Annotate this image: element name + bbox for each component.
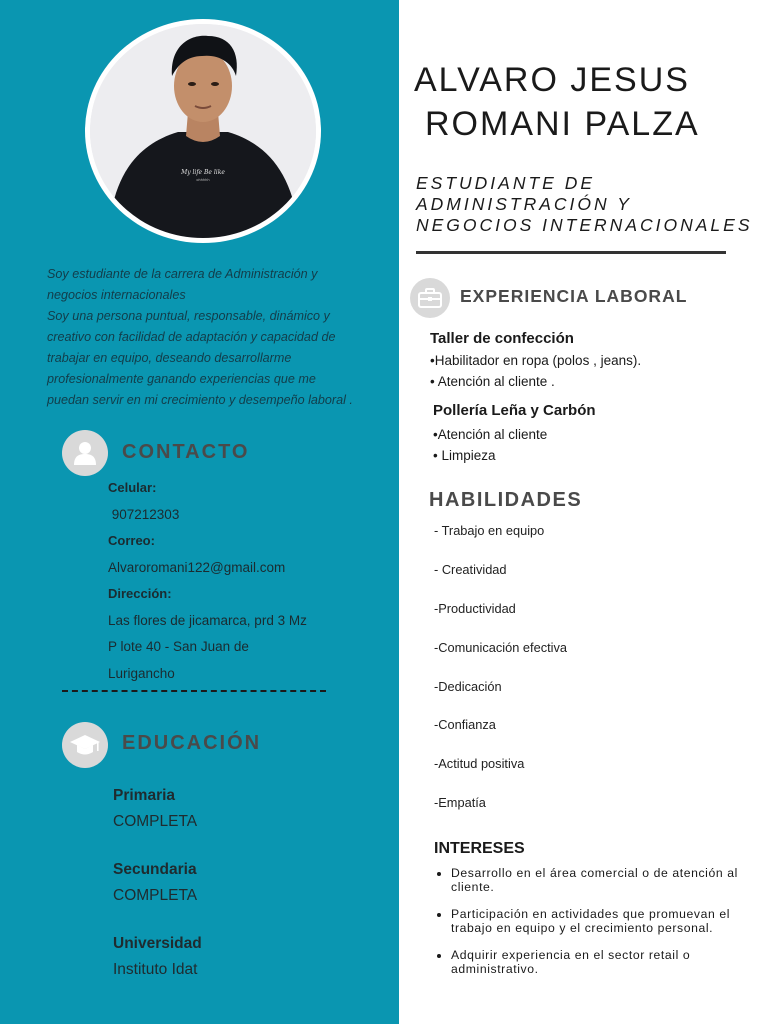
email-value: Alvaroromani122@gmail.com xyxy=(108,559,286,575)
job-entry xyxy=(433,400,760,466)
phone-value: 907212303 xyxy=(108,506,180,522)
education-item xyxy=(113,784,373,836)
about-line: puedan servir en mi crecimiento y desempeño laboral . xyxy=(47,393,353,407)
skill-item: -Confianza xyxy=(434,717,496,733)
shirt-text: My life Be like xyxy=(181,169,225,176)
contact-title: CONTACTO xyxy=(122,441,250,463)
experience-title: EXPERIENCIA LABORAL xyxy=(460,286,688,306)
address-line: P lote 40 - San Juan de xyxy=(108,639,249,654)
interest-item: • Desarrollo en el área comercial o de atención al cliente. xyxy=(451,867,751,894)
education-level: Secundaria xyxy=(113,861,197,878)
section-divider xyxy=(62,690,326,692)
address-line: Lurigancho xyxy=(108,665,175,681)
address-line: Las flores de jicamarca, prd 3 Mz xyxy=(108,612,307,628)
skill-item: -Comunicación efectiva xyxy=(434,639,568,655)
education-title: EDUCACIÓN xyxy=(122,732,262,754)
skill-item: - Trabajo en equipo xyxy=(434,523,545,538)
skill-item: - Creatividad xyxy=(434,561,507,577)
job-duty: •Habilitador en ropa (polos , jeans). xyxy=(430,353,642,368)
graduation-cap-icon xyxy=(62,722,108,768)
about-line: Soy una persona puntual, responsable, dinámico y xyxy=(47,309,330,323)
education-list xyxy=(113,784,373,1006)
skills-list xyxy=(434,520,754,831)
full-name xyxy=(414,60,754,144)
education-level: Primaria xyxy=(113,787,176,804)
skill-item: -Productividad xyxy=(434,600,516,616)
education-status: Instituto Idat xyxy=(113,961,198,978)
job-duty: • Limpieza xyxy=(433,448,496,463)
about-line: trabajar en equipo, deseando desarrollarme xyxy=(47,351,292,365)
about-line: creativo con facilidad de adaptación y capacidad de xyxy=(47,330,336,344)
interests-title: INTERESES xyxy=(434,840,525,857)
title-underline xyxy=(416,251,726,254)
name-line: ALVARO JESUS xyxy=(414,61,690,99)
job-entry xyxy=(430,328,760,392)
name-line: ROMANI PALZA xyxy=(425,105,700,143)
shirt-subtext: ohhhhh xyxy=(196,178,210,182)
education-status: COMPLETA xyxy=(113,887,198,904)
experience-list xyxy=(430,328,760,466)
education-status: COMPLETA xyxy=(113,813,198,830)
contact-details xyxy=(108,475,388,687)
education-item xyxy=(113,858,373,910)
role-line: ESTUDIANTE DE xyxy=(416,173,596,193)
portrait-image xyxy=(90,24,316,238)
about-line: Soy estudiante de la carrera de Administración y xyxy=(47,267,318,281)
skill-item: -Empatía xyxy=(434,795,486,811)
interests-list xyxy=(451,867,751,990)
role-line: NEGOCIOS INTERNACIONALES xyxy=(416,215,753,235)
skill-item: -Dedicación xyxy=(434,678,502,694)
job-name: Taller de confección xyxy=(430,330,574,347)
user-icon xyxy=(62,430,108,476)
interest-item: • Participación en actividades que promuevan el trabajo en equipo y el crecimiento personal. xyxy=(451,908,751,935)
interest-item: • Adquirir experiencia en el sector retail o administrativo. xyxy=(451,949,751,976)
job-title xyxy=(416,173,766,236)
about-line: negocios internacionales xyxy=(47,288,186,302)
phone-label: Celular: xyxy=(108,480,157,495)
job-name: Pollería Leña y Carbón xyxy=(433,402,596,419)
education-item xyxy=(113,932,373,984)
about-text xyxy=(47,264,395,411)
skill-item: -Actitud positiva xyxy=(434,756,525,772)
briefcase-icon xyxy=(410,278,450,318)
address-label: Dirección: xyxy=(108,586,172,601)
skills-title: HABILIDADES xyxy=(429,489,583,511)
job-duty: •Atención al cliente xyxy=(433,427,548,442)
profile-photo xyxy=(85,19,321,243)
about-line: profesionalmente ganando experiencias que me xyxy=(47,372,316,386)
email-label: Correo: xyxy=(108,533,155,548)
role-line: ADMINISTRACIÓN Y xyxy=(416,194,632,214)
job-duty: • Atención al cliente . xyxy=(430,374,555,389)
education-level: Universidad xyxy=(113,935,202,952)
